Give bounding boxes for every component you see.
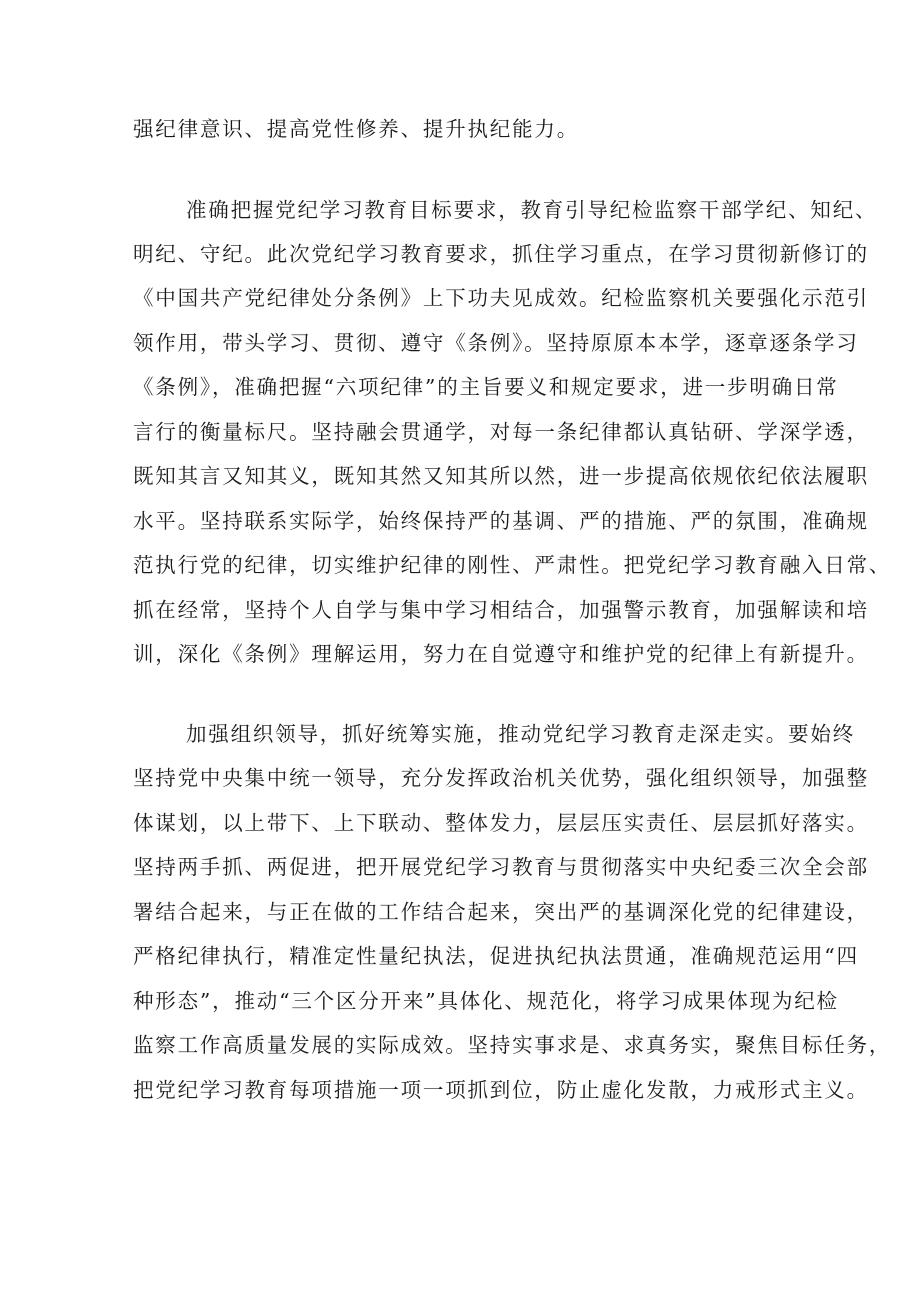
paragraph-2-line-6: 言行的衡量标尺。坚持融会贯通学，对每一条纪律都认真钻研、学深学透， bbox=[133, 420, 869, 444]
paragraph-3-line-5: 署结合起来，与正在做的工作结合起来，突出严的基调深化党的纪律建设， bbox=[133, 900, 869, 924]
paragraph-2-line-3: 《中国共产党纪律处分条例》上下功夫见成效。纪检监察机关要强化示范引 bbox=[133, 286, 869, 310]
paragraph-3-line-6: 严格纪律执行，精准定性量纪执法，促进执纪执法贯通，准确规范运用“四 bbox=[133, 944, 859, 968]
paragraph-2-line-1: 准确把握党纪学习教育目标要求，教育引导纪检监察干部学纪、知纪、 bbox=[186, 198, 878, 222]
paragraph-2-line-7: 既知其言又知其义，既知其然又知其所以然，进一步提高依规依纪依法履职 bbox=[133, 464, 869, 488]
paragraph-2-line-11: 训，深化《条例》理解运用，努力在自觉遵守和维护党的纪律上有新提升。 bbox=[133, 642, 869, 666]
paragraph-3-line-1: 加强组织领导，抓好统筹实施，推动党纪学习教育走深走实。要始终 bbox=[186, 722, 855, 746]
paragraph-3-line-9: 把党纪学习教育每项措施一项一项抓到位，防止虚化发散，力戒形式主义。 bbox=[133, 1078, 869, 1102]
paragraph-2-line-8: 水平。坚持联系实际学，始终保持严的基调、严的措施、严的氛围，准确规 bbox=[133, 509, 869, 533]
paragraph-2-line-5: 《条例》，准确把握“六项纪律”的主旨要义和规定要求，进一步明确日常 bbox=[133, 375, 839, 399]
paragraph-3-line-2: 坚持党中央集中统一领导，充分发挥政治机关优势，强化组织领导，加强整 bbox=[133, 766, 869, 790]
paragraph-2-line-2: 明纪、守纪。此次党纪学习教育要求，抓住学习重点，在学习贯彻新修订的 bbox=[133, 242, 869, 266]
paragraph-2-line-10: 抓在经常，坚持个人自学与集中学习相结合，加强警示教育，加强解读和培 bbox=[133, 598, 869, 622]
paragraph-3-line-7: 种形态”，推动“三个区分开来”具体化、规范化，将学习成果体现为纪检 bbox=[133, 989, 839, 1013]
paragraph-2-line-4: 领作用，带头学习、贯彻、遵守《条例》。坚持原原本本学，逐章逐条学习 bbox=[133, 331, 859, 355]
paragraph-2-line-9: 范执行党的纪律，切实维护纪律的刚性、严肃性。把党纪学习教育融入日常、 bbox=[133, 553, 892, 577]
paragraph-3-line-4: 坚持两手抓、两促进，把开展党纪学习教育与贯彻落实中央纪委三次全会部 bbox=[133, 855, 869, 879]
paragraph-3-line-8: 监察工作高质量发展的实际成效。坚持实事求是、求真务实，聚焦目标任务， bbox=[133, 1033, 892, 1057]
paragraph-3-line-3: 体谋划，以上带下、上下联动、整体发力，层层压实责任、层层抓好落实。 bbox=[133, 811, 869, 835]
paragraph-1-line-1: 强纪律意识、提高党性修养、提升执纪能力。 bbox=[133, 117, 579, 141]
